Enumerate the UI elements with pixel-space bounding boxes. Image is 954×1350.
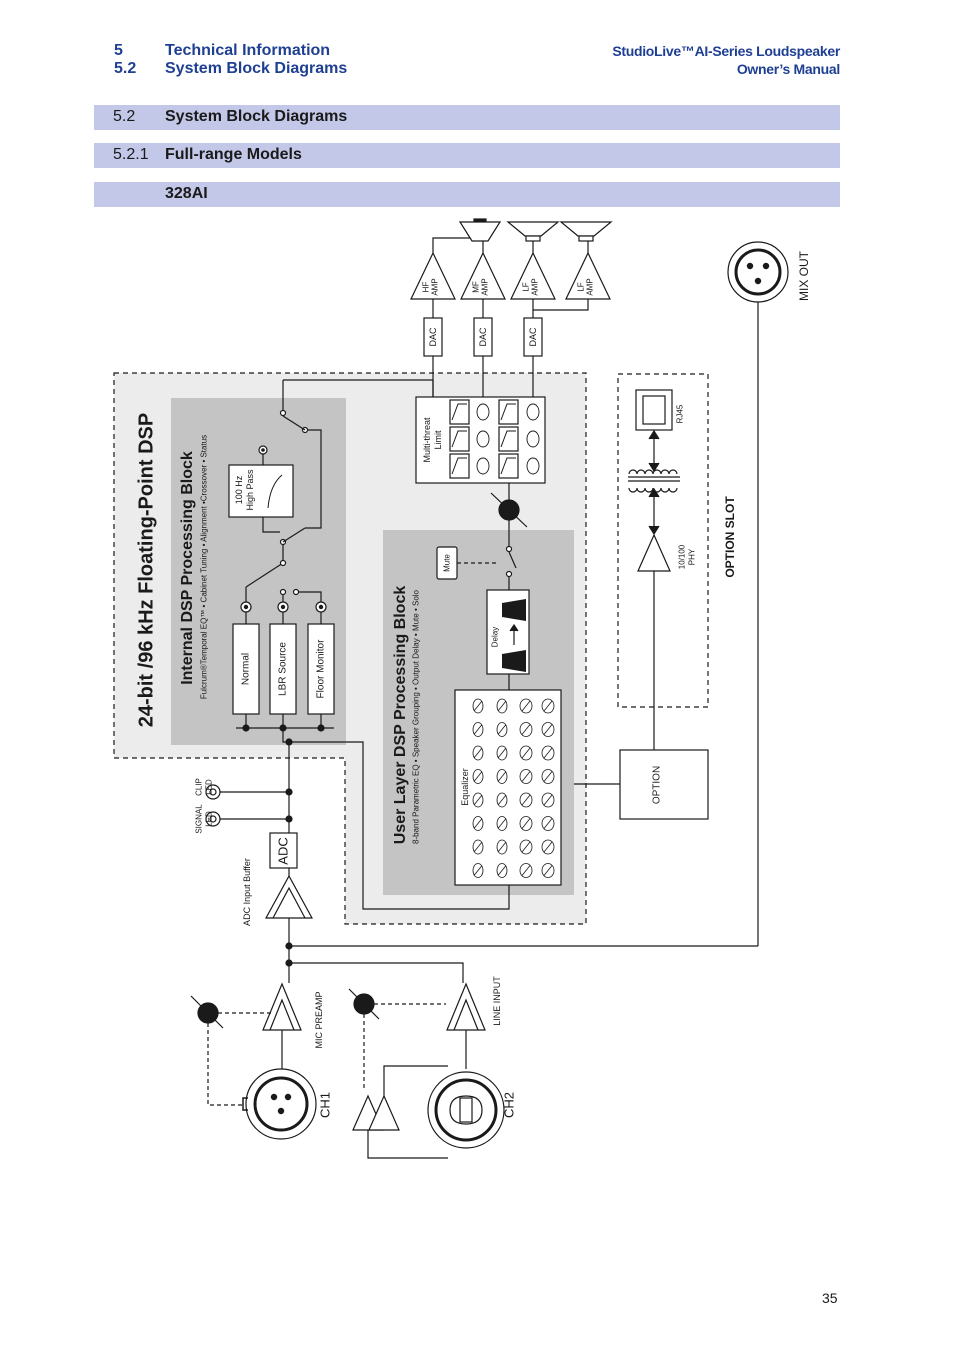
section-bar-title: System Block Diagrams (165, 108, 348, 125)
section-number: 5.2 (114, 60, 137, 77)
mic-preamp-label: MIC PREAMP (314, 991, 324, 1049)
lf-amp-2-label-2: AMP (585, 278, 595, 296)
option-slot-label: OPTION SLOT (723, 496, 737, 578)
mf-amp-label-1: MF (471, 281, 481, 293)
internal-block-subtitle: Fulcrum®Temporal EQ™ • Cabinet Tuning • Alignment •Crossover • Status (199, 434, 209, 700)
hpf-label-1: 100 Hz (234, 475, 244, 505)
line-input-label: LINE INPUT (492, 976, 502, 1026)
model-bar-title: 328AI (165, 185, 208, 202)
option-label: OPTION (651, 765, 663, 805)
user-block-title: User Layer DSP Processing Block (392, 585, 409, 845)
mode-lbr-label: LBR Source (277, 642, 289, 696)
delay-label: Delay (490, 626, 500, 648)
product-name: StudioLive™AI-Series Loudspeaker (612, 43, 840, 59)
clip-led-label-2: LED (204, 779, 214, 795)
mf-amp-label-2: AMP (480, 278, 490, 296)
hf-amp-label-1: HF (421, 281, 431, 293)
clip-led-label-1: CLIP (194, 778, 204, 796)
hf-amp-label-2: AMP (430, 278, 440, 296)
limit-label-1: Multi-threat (422, 417, 432, 463)
lf-amp-1-label-1: LF (521, 282, 531, 292)
rj45-label: RJ45 (675, 404, 685, 424)
limit-label-2: Limit (433, 430, 443, 450)
mute-label: Mute (442, 554, 452, 572)
dsp-title: 24-bit /96 kHz Floating-Point DSP (135, 412, 158, 728)
hpf-label-2: High Pass (245, 469, 255, 511)
adc-buffer-label: ADC Input Buffer (242, 858, 252, 926)
chapter-number: 5 (114, 42, 123, 59)
equalizer-label: Equalizer (460, 768, 470, 806)
mix-out-label: MIX OUT (797, 251, 811, 301)
section-title: System Block Diagrams (165, 60, 348, 77)
signal-led-label-2: LED (204, 811, 214, 827)
mode-normal-label: Normal (240, 652, 252, 686)
subsection-bar-title: Full-range Models (165, 146, 302, 163)
lf-amp-2-label-1: LF (576, 282, 586, 292)
lf-amp-1-label-2: AMP (530, 278, 540, 296)
dac-hf-label: DAC (428, 327, 438, 347)
mode-floor-label: Floor Monitor (315, 639, 327, 699)
ch1-label: CH1 (317, 1091, 333, 1119)
page-number: 35 (822, 1290, 838, 1306)
dac-lf-label: DAC (528, 327, 538, 347)
ch2-label: CH2 (501, 1091, 517, 1119)
subsection-bar-number: 5.2.1 (113, 146, 149, 163)
chapter-title: Technical Information (165, 42, 331, 59)
internal-block-title: Internal DSP Processing Block (179, 451, 196, 685)
section-bar-number: 5.2 (113, 108, 136, 125)
signal-led-label-1: SIGNAL (194, 804, 204, 834)
phy-label-2: PHY (687, 548, 697, 566)
adc-label: ADC (275, 837, 291, 865)
manual-label: Owner’s Manual (736, 61, 840, 77)
dac-mf-label: DAC (478, 327, 488, 347)
phy-label-1: 10/100 (677, 544, 687, 570)
user-block-subtitle: 8-band Parametric EQ • Speaker Grouping • Output Delay • Mute • Solo (411, 590, 421, 844)
